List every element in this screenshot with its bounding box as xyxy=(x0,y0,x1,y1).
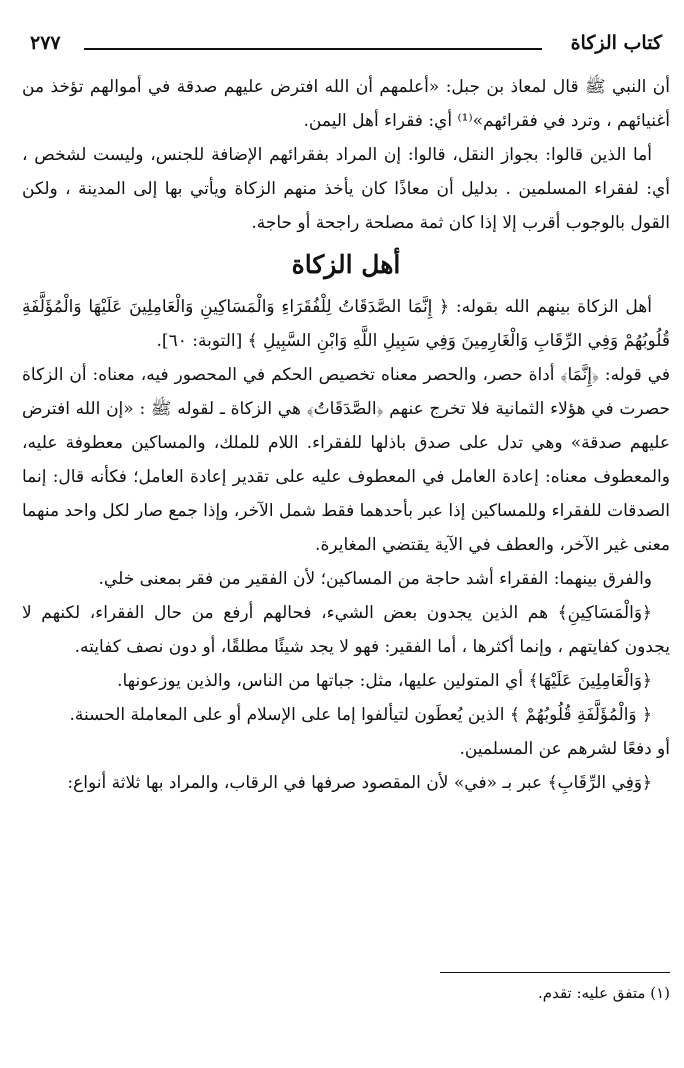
paragraph-hadith-muadh: أن النبي ﷺ قال لمعاذ بن جبل: «أعلمهم أن الله افترض عليهم صدقة في أموالهم تؤخذ من أغنيائهم ، وترد في فقرائهم»⁽¹⁾ أي: فقراء أهل اليمن. xyxy=(22,77,670,131)
paragraph-transfer-opinion: أما الذين قالوا: بجواز النقل، قالوا: إن المراد بفقرائهم الإضافة للجنس، وليست لشخص ، أي: لفقراء المسلمين . بدليل أن معاذًا كان يأخذ منهم الزكاة ويأتي بها إلى المدينة ، ولكن القول بالوجوب أقرب إلا إذا كان ثمة مصلحة راجحة أو حاجة. xyxy=(22,145,670,233)
paragraph-innama-explanation: في قوله: ﴿إِنَّمَا﴾ أداة حصر، والحصر معناه تخصيص الحكم في المحصور فيه، معناه: أن الزكاة حصرت في هؤلاء الثمانية فلا تخرج عنهم ﴿الصَّدَقَاتُ﴾ هي الزكاة ـ لقوله ﷺ : «إن الله افترض عليهم صدقة» وهي تدل على صدق باذلها للفقراء. اللام للملك، والمساكين معطوفة عليه، والمعطوف معناه: إعادة العامل في المعطوف عليه على تقدير إعادة العامل؛ فكأنه قال: إنما الصدقات للفقراء وللمساكين إذا عبر بأحدهما فقط شمل الآخر، وإذا جمع صار لكل واحد منهما معنى غير الآخر، والعطف في الآية يقتضي المغايرة. xyxy=(22,365,670,555)
paragraph-muallafa: ﴿ وَالْمُؤَلَّفَةِ قُلُوبُهُمْ ﴾ الذين يُعطَون لتيألفوا إما على الإسلام أو على المعاملة الحسنة. xyxy=(69,705,652,725)
paragraph-sharr: أو دفعًا لشرهم عن المسلمين. xyxy=(459,739,670,759)
running-header xyxy=(22,26,670,60)
paragraph-verse-tawbah: أهل الزكاة بينهم الله بقوله: ﴿ إِنَّمَا الصَّدَقَاتُ لِلْفُقَرَاءِ وَالْمَسَاكِينِ وَالْعَامِلِينَ عَلَيْهَا وَالْمُؤَلَّفَةِ قُلُوبُهُمْ وَفِي الرِّقَابِ وَالْغَارِمِينَ وَفِي سَبِيلِ اللَّهِ وَابْنِ السَّبِيلِ ﴾ [التوبة: ٦٠]. xyxy=(22,297,670,351)
section-heading: أهل الزكاة xyxy=(291,250,401,279)
page-body xyxy=(22,70,670,800)
paragraph-masakin: ﴿وَالْمَسَاكِينِ﴾ هم الذين يجدون بعض الشيء، فحالهم أرفع من حال الفقراء، لكنهم لا يجدون كفايتهم ، وإنما أكثرها ، أما الفقير: فهو لا يجد شيئًا مطلقًا، أو دون نصف كفايته. xyxy=(22,603,670,657)
running-title: كتاب الزكاة xyxy=(570,32,662,54)
page-number: ٢٧٧ xyxy=(30,32,61,54)
paragraph-riqab: ﴿وَفِي الرِّقَابِ﴾ عبر بـ «في» لأن المقصود صرفها في الرقاب، والمراد بها ثلاثة أنواع: xyxy=(67,773,652,793)
paragraph-difference: والفرق بينهما: الفقراء أشد حاجة من المساكين؛ لأن الفقير من فقر بمعنى خلي. xyxy=(98,569,652,589)
paragraph-amilin: ﴿وَالْعَامِلِينَ عَلَيْهَا﴾ أي المتولين عليها، مثل: جباتها من الناس، والذين يوزعونها. xyxy=(117,671,652,691)
footnote: (١) متفق عليه: تقدم. xyxy=(538,984,670,1002)
header-rule xyxy=(84,48,542,50)
footnote-rule xyxy=(440,972,670,973)
book-page xyxy=(22,26,670,1046)
